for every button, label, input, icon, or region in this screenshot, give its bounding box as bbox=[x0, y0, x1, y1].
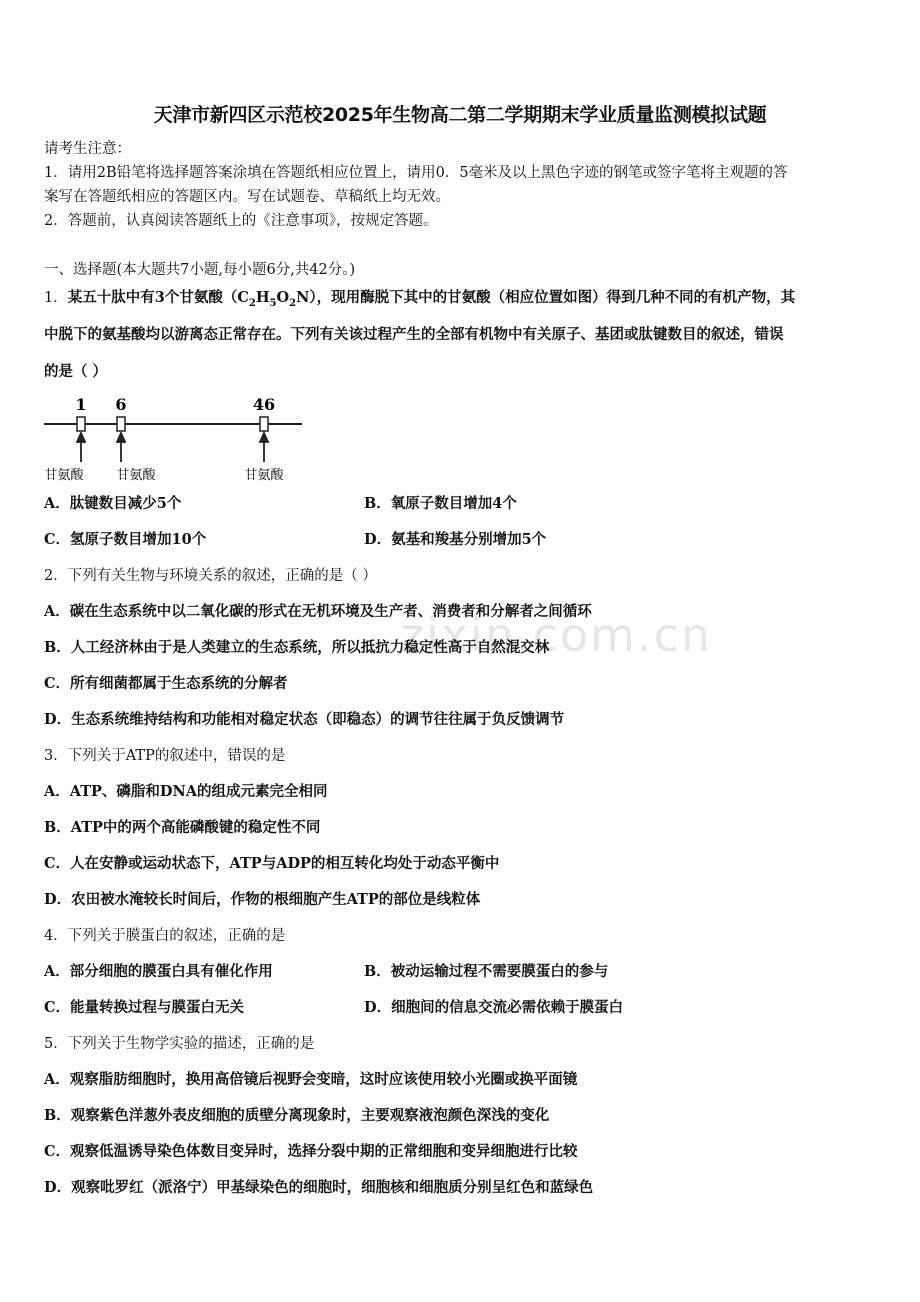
q5-option-a: A．观察脂肪细胞时，换用高倍镜后视野会变暗，这时应该使用较小光圈或换平面镜 bbox=[44, 1071, 578, 1088]
glycine-box-6 bbox=[117, 417, 125, 431]
q1-option-b: B．氧原子数目增加4个 bbox=[364, 495, 517, 512]
position-label-6: 6 bbox=[115, 395, 127, 414]
q2-option-d: D．生态系统维持结构和功能相对稳定状态（即稳态）的调节往往属于负反馈调节 bbox=[44, 711, 565, 728]
q3-option-a: A．ATP、磷脂和DNA的组成元素完全相同 bbox=[44, 783, 328, 800]
formula-sub: 2 bbox=[248, 297, 256, 309]
q3-option-c: C．人在安静或运动状态下，ATP与ADP的相互转化均处于动态平衡中 bbox=[44, 855, 500, 872]
position-label-1: 1 bbox=[75, 395, 87, 414]
watermark: zixin.com.cn bbox=[400, 608, 713, 662]
q2-option-a: A．碳在生态系统中以二氧化碳的形式在无机环境及生产者、消费者和分解者之间循环 bbox=[44, 603, 592, 620]
arrows bbox=[77, 433, 268, 462]
q5-option-b: B．观察紫色洋葱外表皮细胞的质壁分离现象时，主要观察液泡颜色深浅的变化 bbox=[44, 1107, 550, 1124]
notice-item-1-line-1: 1．请用2B铅笔将选择题答案涂填在答题纸相应位置上，请用0．5毫米及以上黑色字迹的钢笔或签字笔将主观题的答 bbox=[44, 165, 788, 181]
q2-stem: 2．下列有关生物与环境关系的叙述，正确的是（ ） bbox=[44, 568, 377, 584]
q1-stem-line-3: 的是（ ） bbox=[44, 363, 108, 380]
formula-sub: 2 bbox=[289, 297, 297, 309]
formula-part: N bbox=[296, 289, 310, 306]
q3-stem: 3．下列关于ATP的叙述中，错误的是 bbox=[44, 748, 286, 764]
notice-heading: 请考生注意： bbox=[44, 141, 131, 157]
q4-option-d: D．细胞间的信息交流必需依赖于膜蛋白 bbox=[364, 999, 624, 1016]
formula-part: H bbox=[255, 289, 270, 306]
q1-option-c: C．氢原子数目增加10个 bbox=[44, 531, 207, 548]
q1-stem-text-b: ），现用酶脱下其中的甘氨酸（相应位置如图）得到几种不同的有机产物，其 bbox=[309, 289, 796, 306]
section-heading: 一、选择题(本大题共7小题,每小题6分,共42分。) bbox=[44, 262, 356, 278]
peptide-position-figure bbox=[40, 392, 310, 484]
q2-option-b: B．人工经济林由于是人类建立的生态系统，所以抵抗力稳定性高于自然混交林 bbox=[44, 639, 550, 656]
q3-option-d: D．农田被水淹较长时间后，作物的根细胞产生ATP的部位是线粒体 bbox=[44, 891, 481, 908]
q1-option-d: D．氨基和羧基分别增加5个 bbox=[364, 531, 547, 548]
q1-stem-line-2: 中脱下的氨基酸均以游离态正常存在。下列有关该过程产生的全部有机物中有关原子、基团或肽键数目的叙述，错误 bbox=[44, 326, 784, 343]
q2-option-c: C．所有细菌都属于生态系统的分解者 bbox=[44, 675, 288, 692]
q4-option-b: B．被动运输过程不需要膜蛋白的参与 bbox=[364, 963, 609, 980]
glycine-label-1: 甘氨酸 bbox=[44, 468, 84, 483]
glycine-box-46 bbox=[260, 417, 268, 431]
q4-option-c: C．能量转换过程与膜蛋白无关 bbox=[44, 999, 245, 1016]
q4-option-a: A．部分细胞的膜蛋白具有催化作用 bbox=[44, 963, 273, 980]
q1-option-a: A．肽键数目减少5个 bbox=[44, 495, 182, 512]
glycine-label-2: 甘氨酸 bbox=[116, 468, 156, 483]
q5-option-c: C．观察低温诱导染色体数目变异时，选择分裂中期的正常细胞和变异细胞进行比较 bbox=[44, 1143, 578, 1160]
page-title: 天津市新四区示范校2025年生物高二第二学期期末学业质量监测模拟试题 bbox=[153, 104, 767, 126]
formula-sub: 5 bbox=[269, 297, 277, 309]
q5-option-d: D．观察吡罗红（派洛宁）甲基绿染色的细胞时，细胞核和细胞质分别呈红色和蓝绿色 bbox=[44, 1179, 594, 1196]
q1-stem-line-1 bbox=[44, 288, 795, 314]
glycine-label-3: 甘氨酸 bbox=[244, 468, 284, 483]
q5-stem: 5．下列关于生物学实验的描述，正确的是 bbox=[44, 1036, 315, 1052]
notice-item-2: 2．答题前，认真阅读答题纸上的《注意事项》，按规定答题。 bbox=[44, 213, 438, 229]
notice-item-1-line-2: 案写在答题纸相应的答题区内。写在试题卷、草稿纸上均无效。 bbox=[44, 189, 450, 205]
q1-number: 1． bbox=[44, 290, 68, 306]
q1-stem-text-a: 某五十肽中有3个甘氨酸（C bbox=[67, 289, 249, 306]
glycine-box-1 bbox=[77, 417, 85, 431]
formula-part: O bbox=[276, 289, 290, 306]
position-label-46: 46 bbox=[252, 395, 276, 414]
q4-stem: 4．下列关于膜蛋白的叙述，正确的是 bbox=[44, 928, 286, 944]
q3-option-b: B．ATP中的两个高能磷酸键的稳定性不同 bbox=[44, 819, 321, 836]
